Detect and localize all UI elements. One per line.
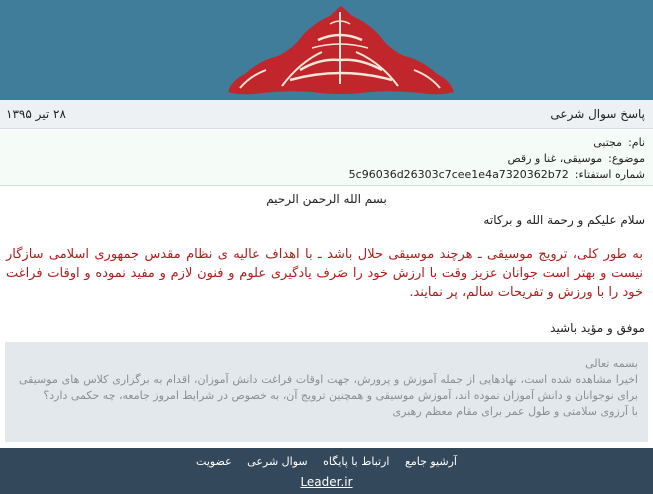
page-title-bar	[0, 100, 653, 129]
basmala: بسم الله الرحمن الرحیم	[266, 192, 387, 206]
question-box	[5, 342, 648, 442]
answer-date: ۲۸ تیر ۱۳۹۵	[6, 107, 66, 121]
header-banner	[0, 0, 653, 100]
question-meta	[0, 130, 653, 186]
meta-name-label: نام:	[628, 136, 645, 149]
page-title: پاسخ سوال شرعی	[550, 107, 645, 121]
footer-nav	[0, 455, 653, 468]
meta-id-value: 5c96036d26303c7cee1e4a7320362b72	[348, 168, 569, 181]
nav-contact-link[interactable]: ارتباط با پایگاه	[323, 455, 390, 468]
nav-questions-link[interactable]: سوال شرعی	[247, 455, 308, 468]
meta-topic-value: موسیقی، غنا و رقص	[507, 152, 603, 165]
leader-emblem-logo[interactable]	[0, 0, 653, 100]
nav-membership-link[interactable]: عضویت	[196, 455, 232, 468]
nav-archive-link[interactable]: آرشیو جامع	[404, 455, 457, 468]
meta-name-row	[593, 136, 645, 149]
question-line-3: با آرزوی سلامتی و طول عمر برای مقام معظم رهبری	[392, 405, 638, 418]
meta-name-value: مجتبی	[593, 136, 623, 149]
meta-id-row	[349, 168, 645, 181]
meta-topic-label: موضوع:	[608, 152, 645, 165]
footer	[0, 448, 653, 494]
meta-id-label: شماره استفتاء:	[574, 168, 645, 181]
site-link[interactable]: Leader.ir	[300, 475, 353, 489]
closing-wish: موفق و مؤید باشید	[550, 321, 645, 335]
greeting: سلام علیکم و رحمة الله و برکاته	[483, 213, 645, 227]
question-line-2: اخیرا مشاهده شده است، نهادهایی از جمله آموزش و پرورش، جهت اوقات فراغت دانش آموزان، اقدام به برگزاری کلاس های موسیقی برای نوجوانان و دانش آموزان نموده اند، آموزش موسیقی و همچنین ترویج آن، به خصوص در شرایط امروز جامعه، چه حکمی دارد؟	[19, 373, 638, 402]
question-text	[19, 356, 638, 420]
meta-topic-row	[507, 152, 645, 165]
question-line-1: بسمه تعالی	[585, 357, 638, 370]
answer-text: به طور کلی، ترویج موسیقی ـ هرچند موسیقی حلال باشد ـ با اهداف عالیه ی نظام مقدس جمهوری اسلامی سازگار نیست و بهتر است جوانان عزیز وقت با ارزش خود را صَرف یادگیری علوم و فنون لازم و مفید نموده و اوقات فراغت خود را با ورزش و تفریحات سالم، پر نمایند.	[6, 247, 643, 300]
